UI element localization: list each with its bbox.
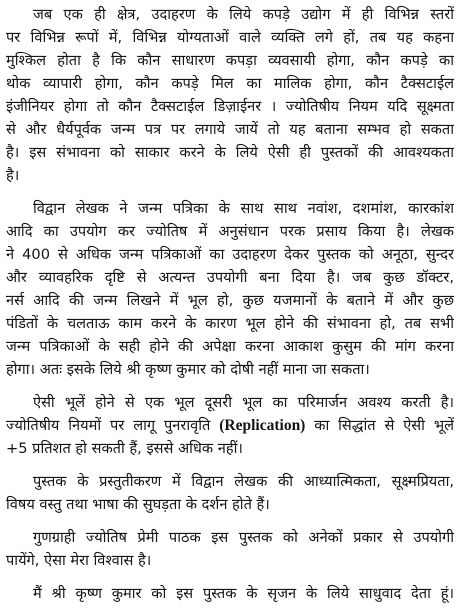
paragraph-2-line-5: नर्स आदि की जन्म लिखने में भूल हो, कुछ यजमानों के बताने में और कुछ [6, 292, 454, 309]
paragraph-4-line-1: पुस्तक के प्रस्तुतीकरण में विद्वान लेखक की आध्यात्मिकता, सूक्ष्मप्रियता, [33, 473, 454, 490]
replication-term: (Replication) [219, 417, 306, 434]
paragraph-1-line-8: है। [6, 167, 20, 184]
paragraph-3-line-1: ऐसी भूलें होने से एक भूल दूसरी भूल का परिमार्जन अवश्य करती है। [33, 394, 454, 411]
paragraph-2-line-4: और व्यावहरिक दृष्टि से अत्यन्त उपयोगी बना दिया है। जब कुछ डॉक्टर, [6, 269, 454, 286]
paragraph-2-line-7: जन्म पत्रिकाओं के सही होने की अपेक्षा करना आकाश कुसुम की मांग करना [6, 338, 454, 355]
paragraph-1-line-3: मुश्किल होता है कि कौन साधारण कपड़ा व्यवसायी होगा, कौन कपड़े का [6, 52, 454, 69]
paragraph-4-line-2: विषय वस्तु तथा भाषा की सुघड़ता के दर्शन होते हैं। [6, 496, 270, 513]
paragraph-5-line-1: गुणग्राही ज्योतिष प्रेमी पाठक इस पुस्तक को अनेकों प्रकार से उपयोगी [33, 529, 454, 546]
paragraph-1-line-5: इंजीनियर होगा तो कौन टैक्सटाईल डिज़ाईनर । ज्योतिषीय नियम यदि सूक्ष्मता [6, 98, 454, 115]
paragraph-6-line-1: मैं श्री कृष्ण कुमार को इस पुस्तक के सृजन के लिये साधुवाद देता हूं। [33, 585, 454, 602]
paragraph-1-line-6: से और धैर्यपूर्वक जन्म पत्र पर लगाये जायें तो यह बताना सम्भव हो सकता [6, 121, 454, 138]
paragraph-1-line-2: पर विभिन्न रूपों में, विभिन्न योग्यताओं वाले व्यक्ति लगे हों, तब यह कहना [6, 29, 454, 46]
paragraph-2-line-8: होगा। अतः इसके लिये श्री कृष्ण कुमार को दोषी नहीं माना जा सकता। [6, 361, 370, 378]
paragraph-2-line-3: ने 400 से अधिक जन्म पत्रिकाओं का उदाहरण देकर पुस्तक को अनूठा, सुन्दर [6, 246, 454, 263]
paragraph-3-line-3: +5 प्रतिशत हो सकती हैं, इससे अधिक नहीं। [6, 440, 243, 457]
paragraph-2-line-2: आदि का उपयोग कर ज्योतिष में अनुसंधान परक प्रसाय किया है। लेखक [6, 223, 454, 240]
paragraph-2-line-1: विद्वान लेखक ने जन्म पत्रिका के साथ साथ नवांश, दशमांश, कारकांश [33, 200, 454, 217]
paragraph-3-line-2-tail: का सिद्धांत से ऐसी भूलें [314, 417, 454, 434]
paragraph-1-line-1: जब एक ही क्षेत्र, उदाहरण के लिये कपड़े उद्योग में ही विभिन्न स्तरों [33, 6, 454, 23]
paragraph-3-line-2 [6, 414, 454, 437]
paragraph-1-line-7: है। इस संभावना को साकार करने के लिये ऐसी ही पुस्तकों की आवश्यकता [6, 144, 454, 161]
paragraph-1-line-4: थोक व्यापारी होगा, कौन कपड़े मिल का मालिक होगा, कौन टैक्सटाईल [6, 75, 454, 92]
paragraph-3-line-2-text: ज्योतिषीय नियमों पर लागू पुनरावृति [6, 417, 211, 434]
paragraph-2-line-6: पंडितों के चलताऊ काम करने के कारण भूल होने की संभावना हो, तब सभी [6, 315, 454, 332]
paragraph-5-line-2: पायेंगे, ऐसा मेरा विश्वास है। [6, 552, 152, 569]
